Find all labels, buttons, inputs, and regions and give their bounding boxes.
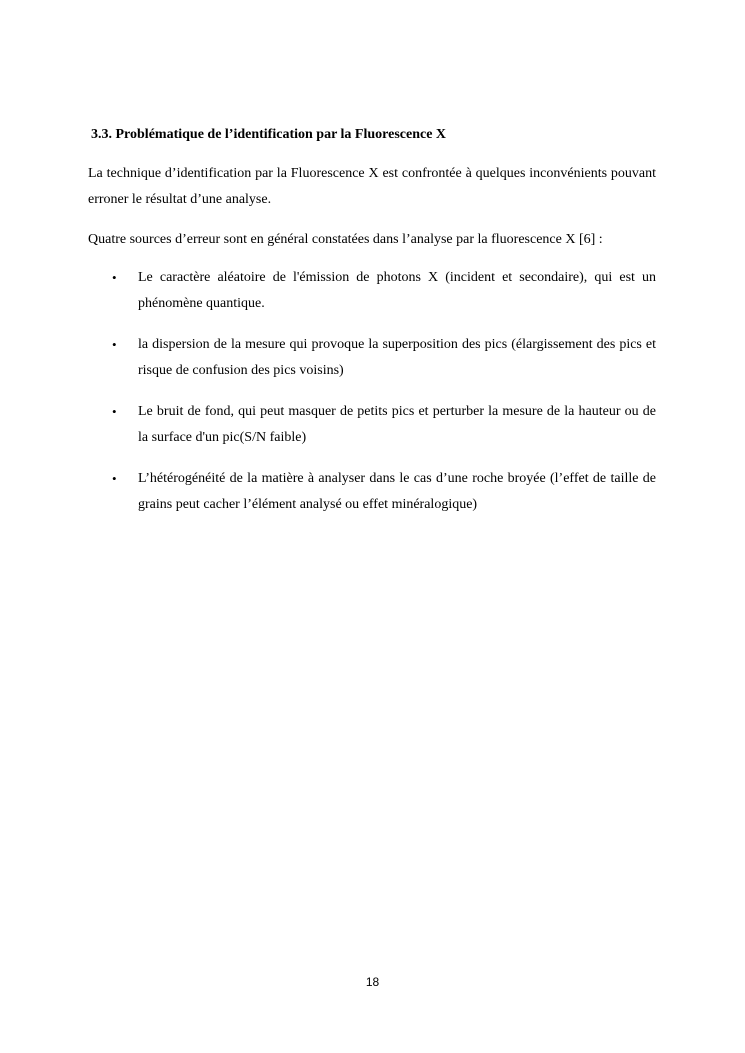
list-item xyxy=(88,332,656,384)
list-item xyxy=(88,466,656,518)
list-item xyxy=(88,399,656,451)
list-item-text: Le bruit de fond, qui peut masquer de petits pics et perturber la mesure de la hauteur ou de la surface d'un pic(S/N faible) xyxy=(138,404,656,445)
bullet-icon: • xyxy=(112,471,117,486)
error-sources-paragraph: Quatre sources d’erreur sont en général constatées dans l’analyse par la fluorescence X [6] : xyxy=(88,232,603,247)
list-item-text: Le caractère aléatoire de l'émission de photons X (incident et secondaire), qui est un phénomène quantique. xyxy=(138,270,656,311)
bullet-icon: • xyxy=(112,337,117,352)
bullet-icon: • xyxy=(112,404,117,419)
bullet-icon: • xyxy=(112,270,117,285)
section-heading: 3.3. Problématique de l’identification par la Fluorescence X xyxy=(91,127,447,142)
list-item-text: L’hétérogénéité de la matière à analyser dans le cas d’une roche broyée (l’effet de taille de grains peut cacher l’élément analysé ou effet minéralogique) xyxy=(138,471,656,512)
list-item xyxy=(88,265,656,317)
intro-paragraph: La technique d’identification par la Fluorescence X est confrontée à quelques inconvénients pouvant erroner le résultat d’une analyse. xyxy=(88,166,656,207)
error-sources-list xyxy=(88,265,656,518)
page-number: 18 xyxy=(365,975,380,989)
list-item-text: la dispersion de la mesure qui provoque la superposition des pics (élargissement des pics et risque de confusion des pics voisins) xyxy=(138,337,656,378)
